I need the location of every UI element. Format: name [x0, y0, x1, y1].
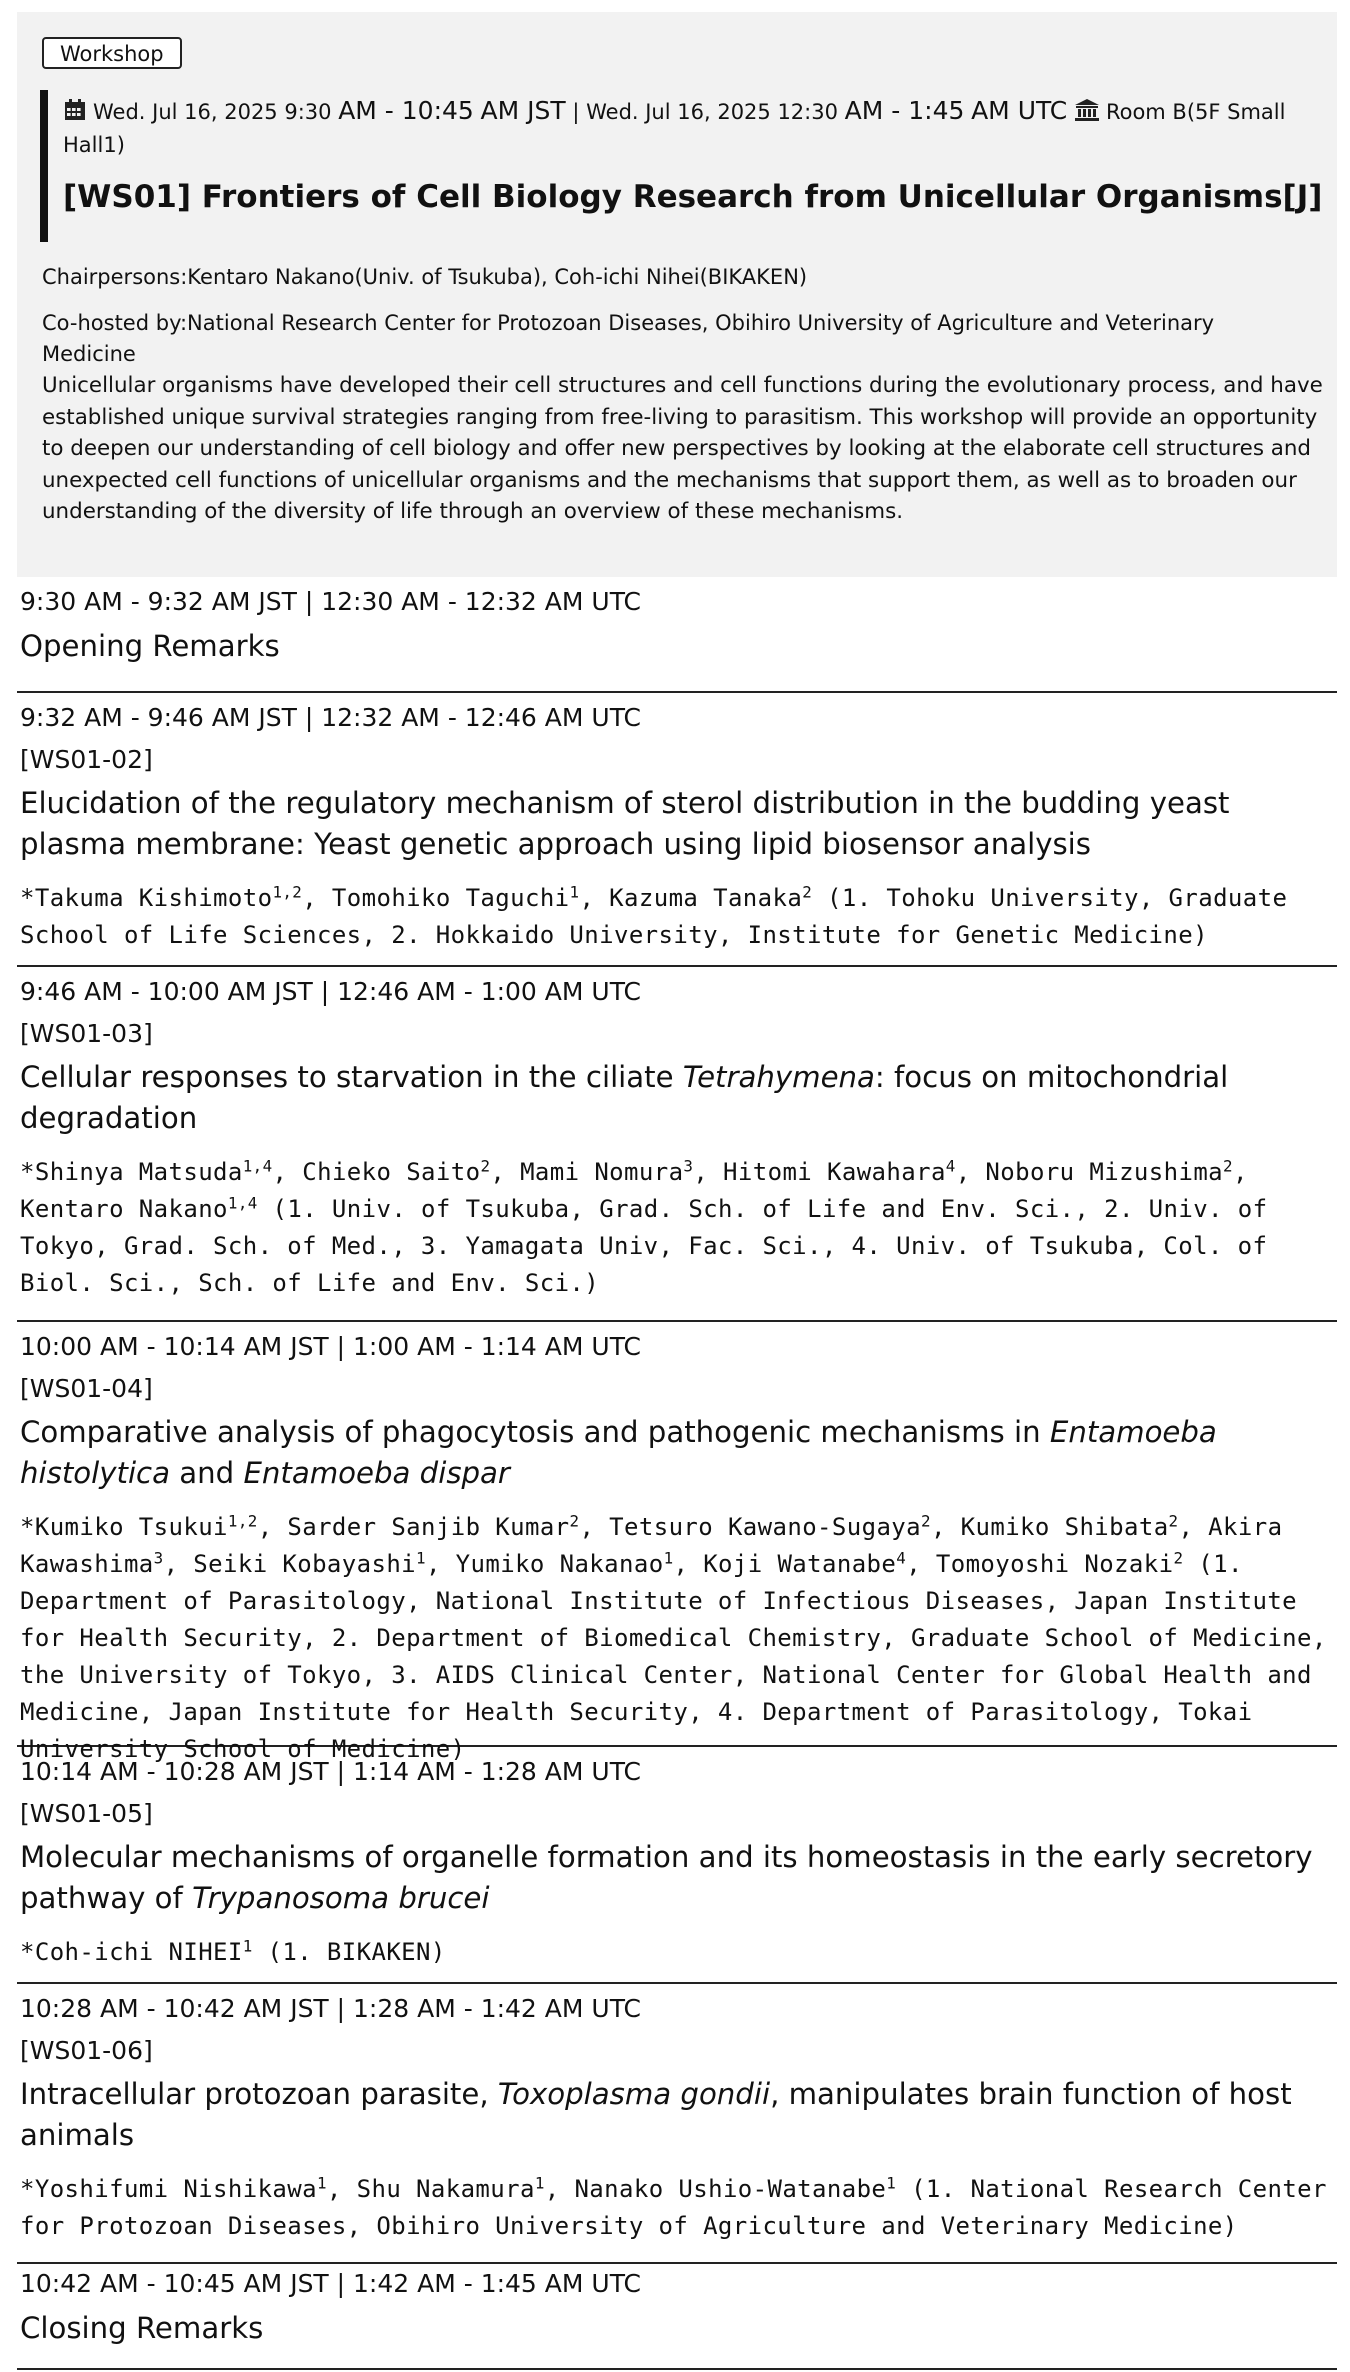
room-label: Room B(5F Small Hall1) [63, 100, 1286, 157]
affiliations: (1. BIKAKEN) [252, 1938, 446, 1966]
jst-date: Wed. Jul 16, 2025 9:30 [93, 100, 332, 124]
session-time: 9:30 AM - 9:32 AM JST | 12:30 AM - 12:32 AM UTC [20, 587, 641, 616]
workshop-header-panel [17, 12, 1337, 577]
session-time: 10:14 AM - 10:28 AM JST | 1:14 AM - 1:28 AM UTC [20, 1757, 641, 1786]
affiliations: (1. National Research Center for Protozoan Diseases, Obihiro University of Agriculture and Veterinary Medicine) [20, 2175, 1327, 2240]
affiliations: (1. Tohoku University, Graduate School of Life Sciences, 2. Hokkaido University, Institute for Genetic Medicine) [20, 884, 1288, 949]
workshop-badge: Workshop [42, 37, 182, 69]
session-title[interactable]: Intracellular protozoan parasite, Toxoplasma gondii, manipulates brain function of host animals [20, 2077, 1292, 2152]
session-authors: *Takuma Kishimoto$^{1,2}$, Tomohiko Taguchi$^1$, Kazuma Tanaka$^2$ (1. Tohoku University, Graduate School of Life Sciences, 2. Hokkaido University, Institute for Genetic Medicine) [20, 882, 1288, 949]
session-title[interactable]: Elucidation of the regulatory mechanism of sterol distribution in the budding yeast plasma membrane: Yeast genetic approach using lipid biosensor analysis [20, 786, 1230, 861]
session-code: [WS01-03] [20, 1019, 153, 1048]
session-time: 9:32 AM - 9:46 AM JST | 12:32 AM - 12:46 AM UTC [20, 703, 641, 732]
session-ws01-06 [17, 1984, 1337, 2264]
utc-time-range: AM - 1:45 [844, 96, 965, 125]
session-code: [WS01-06] [20, 2036, 153, 2065]
workshop-title: [WS01] Frontiers of Cell Biology Research from Unicellular Organisms[J] [63, 179, 1323, 215]
session-code: [WS01-04] [20, 1374, 153, 1403]
session-opening [17, 577, 1337, 693]
session-ws01-04 [17, 1322, 1337, 1763]
jst-time-range: AM - 10:45 [338, 96, 474, 125]
session-authors: *Kumiko Tsukui$^{1,2}$, Sarder Sanjib Kumar$^2$, Tetsuro Kawano-Sugaya$^2$, Kumiko Shibata$^2$, Akira Kawashima$^3$, Seiki Kobayashi$^1$, Yumiko Nakanao$^1$, Koji Watanabe$^4$, Tomoyoshi Nozaki$^2$ (1. Department of Parasitology, National Institute of Infectious Diseases, Japan Institute for Health Security, 2. Department of Biomedical Chemistry, Graduate School of Medicine, the University of Tokyo, 3. AIDS Clinical Center, National Center for Global Health and Medicine, Japan Institute for Health Security, 4. Department of Parasitology, Tokai University School of Medicine) [20, 1511, 1327, 1763]
session-time: 10:28 AM - 10:42 AM JST | 1:28 AM - 1:42 AM UTC [20, 1994, 641, 2023]
session-title[interactable]: Cellular responses to starvation in the ciliate Tetrahymena: focus on mitochondrial degradation [20, 1060, 1229, 1135]
utc-time-suffix: AM UTC [971, 96, 1068, 125]
title-accent-bar [40, 90, 48, 242]
session-time: 9:46 AM - 10:00 AM JST | 12:46 AM - 1:00 AM UTC [20, 977, 641, 1006]
session-time: 10:42 AM - 10:45 AM JST | 1:42 AM - 1:45 AM UTC [20, 2269, 641, 2298]
session-authors: *Yoshifumi Nishikawa$^1$, Shu Nakamura$^1$, Nanako Ushio-Watanabe$^1$ (1. National Research Center for Protozoan Diseases, Obihiro University of Agriculture and Veterinary Medicine) [20, 2173, 1327, 2240]
session-title[interactable]: Opening Remarks [20, 629, 280, 663]
affiliations: (1. Department of Parasitology, National Institute of Infectious Diseases, Japan Institute for Health Security, 2. Department of Biomedical Chemistry, Graduate School of Medicine, the University of Tokyo, 3. AIDS Clinical Center, National Center for Global Health and Medicine, Japan Institute for Health Security, 4. Department of Parasitology, Tokai University School of Medicine) [20, 1550, 1327, 1763]
separator: | [572, 100, 580, 124]
session-ws01-02 [17, 693, 1337, 967]
calendar-icon [63, 98, 87, 130]
jst-time-suffix: AM JST [480, 96, 566, 125]
session-ws01-03 [17, 967, 1337, 1322]
session-title[interactable]: Closing Remarks [20, 2311, 264, 2345]
session-time: 10:00 AM - 10:14 AM JST | 1:00 AM - 1:14 AM UTC [20, 1332, 641, 1361]
utc-date: Wed. Jul 16, 2025 12:30 [586, 100, 838, 124]
schedule-line [63, 96, 1313, 160]
institution-icon [1074, 98, 1100, 130]
session-ws01-05 [17, 1747, 1337, 1984]
workshop-description: Unicellular organisms have developed their cell structures and cell functions during the evolutionary process, and have established unique survival strategies ranging from free-living to parasitism. This workshop will provide an opportunity to deepen our understanding of cell biology and offer new perspectives by looking at the elaborate cell structures and unexpected cell functions of unicellular organisms and the mechanisms that support them, as well as to broaden our understanding of the diversity of life through an overview of these mechanisms. [42, 373, 1323, 524]
session-title[interactable]: Molecular mechanisms of organelle formation and its homeostasis in the early secretory pathway of Trypanosoma brucei [20, 1840, 1313, 1915]
session-title[interactable]: Comparative analysis of phagocytosis and pathogenic mechanisms in Entamoeba histolytica and Entamoeba dispar [20, 1415, 1217, 1490]
session-authors: *Shinya Matsuda$^{1,4}$, Chieko Saito$^2$, Mami Nomura$^3$, Hitomi Kawahara$^4$, Noboru Mizushima$^2$, Kentaro Nakano$^{1,4}$ (1. Univ. of Tsukuba, Grad. Sch. of Life and Env. Sci., 2. Univ. of Tokyo, Grad. Sch. of Med., 3. Yamagata Univ, Fac. Sci., 4. Univ. of Tsukuba, Col. of Biol. Sci., Sch. of Life and Env. Sci.) [20, 1156, 1268, 1297]
affiliations: (1. Univ. of Tsukuba, Grad. Sch. of Life and Env. Sci., 2. Univ. of Tokyo, Grad. Sch. of Med., 3. Yamagata Univ, Fac. Sci., 4. Univ. of Tsukuba, Col. of Biol. Sci., Sch. of Life and Env. Sci.) [20, 1195, 1268, 1297]
session-closing [17, 2264, 1337, 2370]
chairpersons: Chairpersons:Kentaro Nakano(Univ. of Tsukuba), Coh-ichi Nihei(BIKAKEN) [42, 265, 808, 289]
cohosted-by: Co-hosted by:National Research Center for Protozoan Diseases, Obihiro University of Agriculture and Veterinary Medicine [42, 311, 1215, 366]
session-authors: *Coh-ichi NIHEI$^1$ (1. BIKAKEN) [20, 1936, 446, 1966]
session-code: [WS01-05] [20, 1799, 153, 1828]
session-code: [WS01-02] [20, 745, 153, 774]
